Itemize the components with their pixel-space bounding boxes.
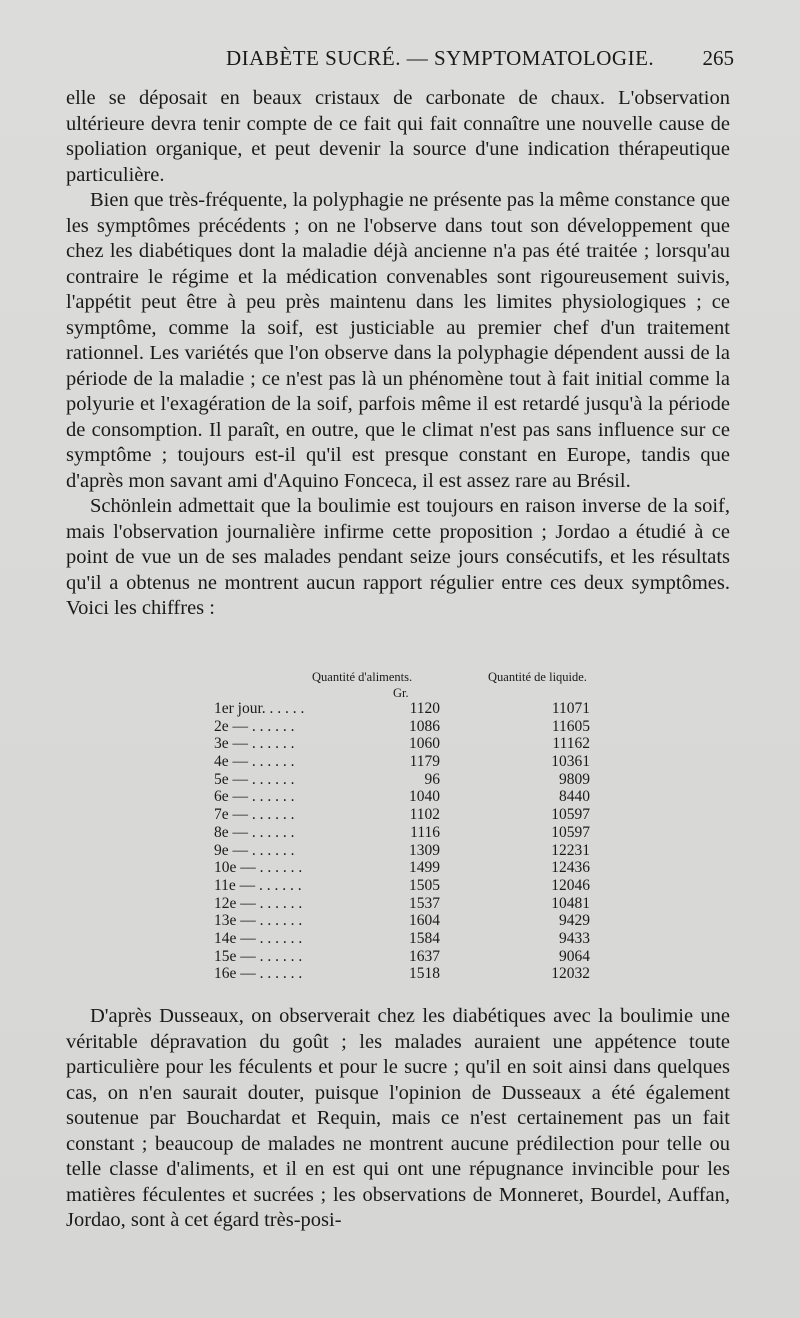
table-row (200, 948, 660, 966)
day-cell: 16e — . . . . . . (214, 965, 303, 983)
food-cell: 1086 (409, 717, 440, 735)
body-text-bottom (66, 1004, 730, 1234)
paragraph: Bien que très-fréquente, la polyphagie ne présente pas la même constance que les symptômes précédents ; on ne l'observe dans tout son développement que chez les diabétiques dont la maladie déjà ancienne n'a pas été traitée ; lorsqu'au contraire le régime et la médication convenables sont rigoureusement suivis, l'appétit peut être à peu près maintenu dans les limites physiologiques ; ce symptôme, comme la soif, est justiciable au premier chef d'un traitement rationnel. Les variétés que l'on observe dans la polyphagie dépendent aussi de la période de la maladie ; ce n'est pas là un phénomène tout à fait initial comme la polyurie et l'exagération de la soif, parfois même il est retardé jusqu'à la période de consomption. Il paraît, en outre, que le climat n'est pas sans influence sur ce symptôme ; toujours est-il qu'il est presque constant en Europe, tandis que d'après mon savant ami d'Aquino Fonceca, il est assez rare au Brésil. (66, 189, 730, 492)
table-row (200, 735, 660, 753)
food-cell: 1120 (409, 700, 440, 717)
liquid-cell: 12436 (551, 859, 590, 877)
food-cell: 1637 (409, 947, 440, 965)
day-cell: 9e — . . . . . . (214, 841, 295, 859)
table-row (200, 806, 660, 824)
liquid-cell: 12046 (551, 876, 590, 894)
liquid-cell: 12231 (551, 841, 590, 859)
table-row (200, 842, 660, 860)
table-row (200, 912, 660, 930)
table-row (200, 895, 660, 913)
table-row (200, 788, 660, 806)
food-cell: 1179 (409, 753, 440, 771)
day-cell: 8e — . . . . . . (214, 823, 295, 841)
table-row (200, 700, 660, 718)
table-body (200, 700, 660, 983)
day-cell: 13e — . . . . . . (214, 912, 303, 930)
unit-row (200, 686, 660, 700)
food-cell: 1040 (409, 788, 440, 806)
liquid-cell: 10597 (551, 823, 590, 841)
paragraph: Schönlein admettait que la boulimie est toujours en raison inverse de la soif, mais l'observation journalière infirme cette proposition ; Jordao a étudié à ce point de vue un de ses malades pendant seize jours consécutifs, et les résultats qu'il a obtenus ne montrent aucun rapport régulier entre ces deux symptômes. Voici les chiffres : (66, 495, 730, 619)
table-header (200, 670, 660, 686)
day-cell: 6e — . . . . . . (214, 788, 295, 806)
food-cell: 1537 (409, 894, 440, 912)
food-cell: 1499 (409, 859, 440, 877)
body-text-top (66, 86, 730, 622)
liquid-cell: 8440 (559, 788, 590, 806)
column-header-food: Quantité d'aliments. (312, 670, 413, 684)
liquid-cell: 12032 (551, 965, 590, 983)
liquid-cell: 9429 (559, 912, 590, 930)
table-row (200, 824, 660, 842)
liquid-cell: 11605 (551, 717, 590, 735)
liquid-cell: 11162 (552, 735, 590, 753)
food-cell: 1584 (409, 929, 440, 947)
food-cell: 1060 (409, 735, 440, 753)
table-row (200, 859, 660, 877)
food-cell: 1309 (409, 841, 440, 859)
table-row (200, 718, 660, 736)
day-cell: 14e — . . . . . . (214, 929, 303, 947)
food-cell: 1116 (410, 823, 440, 841)
liquid-cell: 10597 (551, 806, 590, 824)
table-row (200, 771, 660, 789)
liquid-cell: 9064 (559, 947, 590, 965)
table-row (200, 930, 660, 948)
day-cell: 5e — . . . . . . (214, 770, 295, 788)
day-cell: 4e — . . . . . . (214, 753, 295, 771)
header-title: DIABÈTE SUCRÉ. — SYMPTOMATOLOGIE. (226, 46, 655, 70)
table-row (200, 753, 660, 771)
day-cell: 1er jour. . . . . . (214, 700, 305, 717)
food-cell: 96 (424, 770, 440, 788)
table-row (200, 965, 660, 983)
running-header (66, 46, 734, 76)
day-cell: 2e — . . . . . . (214, 717, 295, 735)
table-row (200, 877, 660, 895)
food-cell: 1604 (409, 912, 440, 930)
column-header-liquid: Quantité de liquide. (488, 670, 587, 684)
unit-label: Gr. (393, 686, 409, 700)
day-cell: 11e — . . . . . . (214, 876, 302, 894)
food-cell: 1505 (409, 876, 440, 894)
day-cell: 10e — . . . . . . (214, 859, 303, 877)
liquid-cell: 10481 (551, 894, 590, 912)
paragraph: D'après Dusseaux, on observerait chez les diabétiques avec la boulimie une véritable dépravation du goût ; les malades auraient une appétence toute particulière pour les féculents et pour le sucre ; qu'il en soit ainsi dans quelques cas, on n'en saurait douter, puisque l'opinion de Dusseaux a été également soutenue par Bouchardat et Requin, mais ce n'est certainement pas un fait constant ; beaucoup de malades ne montrent aucune prédilection pour telle ou telle classe d'aliments, et il en est qui ont une répugnance invincible pour les matières féculentes et sucrées ; les observations de Monneret, Bourdel, Auffan, Jordao, sont à cet égard très-posi- (66, 1005, 730, 1231)
day-cell: 15e — . . . . . . (214, 947, 303, 965)
page-number: 265 (702, 46, 734, 70)
day-cell: 7e — . . . . . . (214, 806, 295, 824)
day-cell: 3e — . . . . . . (214, 735, 295, 753)
liquid-cell: 10361 (551, 753, 590, 771)
food-cell: 1518 (409, 965, 440, 983)
data-table (200, 670, 660, 983)
liquid-cell: 11071 (551, 700, 590, 717)
paragraph: elle se déposait en beaux cristaux de carbonate de chaux. L'observation ultérieure devra tenir compte de ce fait qui fait connaître une nouvelle cause de spoliation organique, et peut devenir la source d'une indication thérapeutique particulière. (66, 87, 730, 186)
food-cell: 1102 (409, 806, 440, 824)
liquid-cell: 9433 (559, 929, 590, 947)
day-cell: 12e — . . . . . . (214, 894, 303, 912)
liquid-cell: 9809 (559, 770, 590, 788)
